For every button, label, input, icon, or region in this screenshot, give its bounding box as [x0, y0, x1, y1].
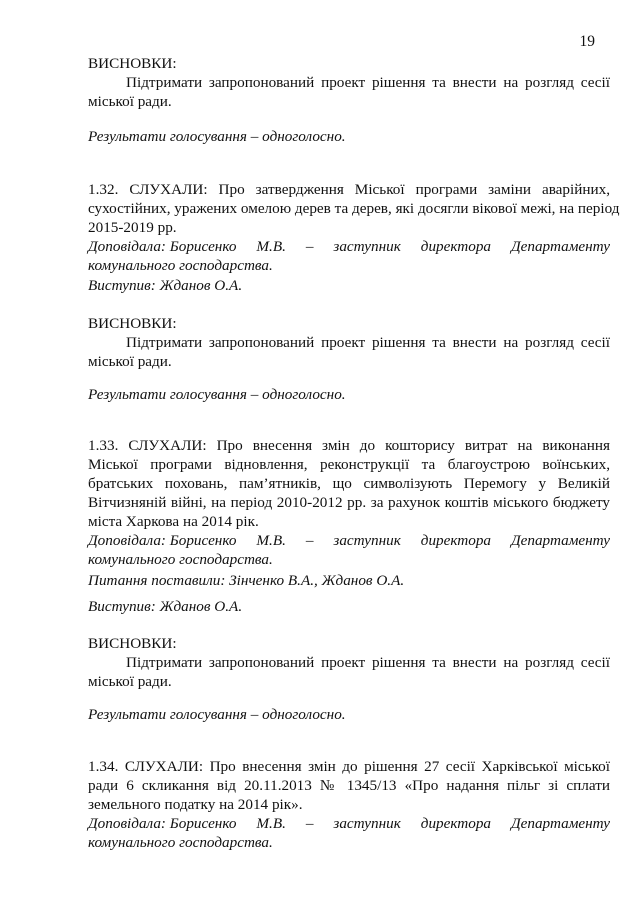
- speech-line: Виступив: Жданов О.А.: [88, 277, 243, 294]
- decision-text-cont: міської ради.: [88, 673, 172, 690]
- agenda-item-1-32: [88, 180, 620, 275]
- reporter-dept: комунального господарства.: [88, 834, 273, 851]
- decision-text-cont: міської ради.: [88, 93, 172, 110]
- reporter-role: Департаменту: [510, 238, 610, 255]
- reporter-dash: –: [305, 532, 314, 549]
- decision-text: Підтримати запропонований проект рішення та внести на розгляд сесії: [126, 654, 610, 671]
- reporter-role: заступник: [333, 532, 401, 549]
- reporter-name: Доповідала: Борисенко: [88, 532, 237, 549]
- heard-text: земельного податку на 2014 рік».: [88, 796, 303, 813]
- decision-text-cont: міської ради.: [88, 353, 172, 370]
- voting-result: Результати голосування – одноголосно.: [88, 128, 346, 145]
- heard-text: сухостійних, уражених омелою дерев та дерев, які досягли вікової межі, на період: [88, 200, 620, 217]
- heard-title: 1.33. СЛУХАЛИ: Про внесення змін до кошторису витрат на виконання: [88, 437, 610, 454]
- heard-text: міста Харкова на 2014 рік.: [88, 513, 259, 530]
- reporter-dept: комунального господарства.: [88, 257, 273, 274]
- conclusions-block: [88, 54, 610, 111]
- reporter-role: Департаменту: [510, 532, 610, 549]
- page-number: 19: [579, 33, 595, 50]
- conclusions-label: ВИСНОВКИ:: [88, 315, 177, 332]
- reporter-name: Доповідала: Борисенко: [88, 815, 237, 832]
- reporter-dept: комунального господарства.: [88, 551, 273, 568]
- conclusions-block: [88, 314, 610, 371]
- reporter-role: директора: [420, 815, 492, 832]
- agenda-item-1-34: [88, 757, 610, 852]
- reporter-initials: М.В.: [256, 815, 286, 832]
- reporter-line: [88, 531, 610, 550]
- conclusions-block: [88, 634, 610, 691]
- reporter-role: директора: [420, 532, 492, 549]
- reporter-role: директора: [420, 238, 492, 255]
- voting-result: Результати голосування – одноголосно.: [88, 706, 346, 723]
- reporter-role: заступник: [333, 815, 401, 832]
- heard-text: 2015-2019 рр.: [88, 219, 177, 236]
- reporter-initials: М.В.: [256, 238, 286, 255]
- reporter-initials: М.В.: [256, 532, 286, 549]
- questions-line: Питання поставили: Зінченко В.А., Жданов О.А.: [88, 572, 405, 589]
- heard-title: 1.34. СЛУХАЛИ: Про внесення змін до рішення 27 сесії Харківської міської: [88, 758, 610, 775]
- heard-title: 1.32. СЛУХАЛИ: Про затвердження Міської програми заміни аварійних,: [88, 181, 610, 198]
- reporter-dash: –: [305, 815, 314, 832]
- reporter-dash: –: [305, 238, 314, 255]
- heard-text: ради 6 скликання від 20.11.2013 № 1345/13 «Про надання пільг зі сплати: [88, 777, 610, 794]
- reporter-role: Департаменту: [510, 815, 610, 832]
- decision-text: Підтримати запропонований проект рішення та внести на розгляд сесії: [126, 334, 610, 351]
- reporter-name: Доповідала: Борисенко: [88, 238, 237, 255]
- heard-text: братських поховань, пам’ятників, що символізують Перемогу у Великій: [88, 475, 610, 492]
- heard-text: Міської програми відновлення, реконструкції та благоустрою воїнських,: [88, 456, 610, 473]
- voting-result: Результати голосування – одноголосно.: [88, 386, 346, 403]
- reporter-role: заступник: [333, 238, 401, 255]
- speech-line: Виступив: Жданов О.А.: [88, 598, 243, 615]
- agenda-item-1-33: [88, 436, 610, 569]
- decision-text: Підтримати запропонований проект рішення та внести на розгляд сесії: [126, 74, 610, 91]
- reporter-line: [88, 814, 610, 833]
- conclusions-label: ВИСНОВКИ:: [88, 635, 177, 652]
- heard-text: Вітчизняній війні, на період 2010-2012 рр. за рахунок коштів міського бюджету: [88, 494, 610, 511]
- reporter-line: [88, 237, 610, 256]
- conclusions-label: ВИСНОВКИ:: [88, 55, 177, 72]
